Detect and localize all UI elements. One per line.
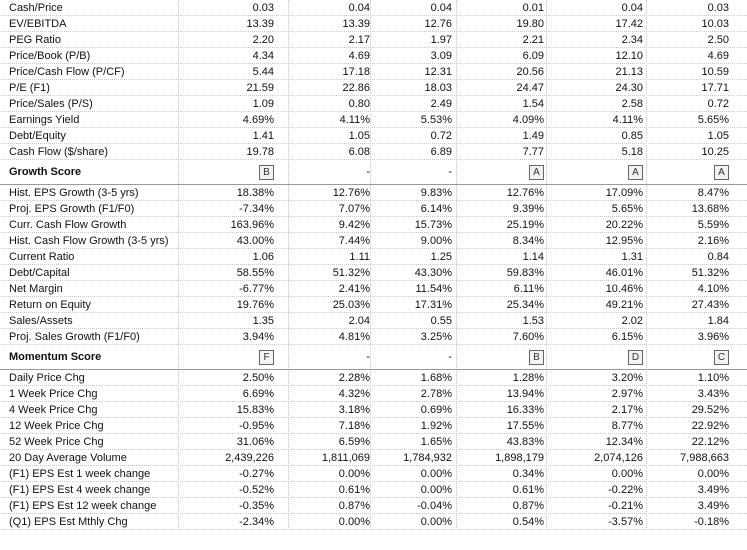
score-placeholder: - bbox=[366, 351, 370, 363]
table-cell: 12.31 bbox=[424, 66, 452, 78]
table-cell: 17.18 bbox=[342, 66, 370, 78]
table-cell: 1.06 bbox=[252, 251, 274, 263]
table-cell: 8.34% bbox=[512, 235, 544, 247]
row-label: (F1) EPS Est 1 week change bbox=[9, 468, 151, 480]
table-cell: 12.76% bbox=[332, 187, 370, 199]
table-cell: 59.83% bbox=[506, 267, 544, 279]
row-label: Return on Equity bbox=[9, 299, 91, 311]
table-cell: 1.05 bbox=[348, 130, 370, 142]
table-row bbox=[0, 144, 747, 160]
row-label: Debt/Equity bbox=[9, 130, 66, 142]
table-cell: 2,439,226 bbox=[225, 452, 274, 464]
table-cell: 58.55% bbox=[236, 267, 274, 279]
table-cell: 19.76% bbox=[236, 299, 274, 311]
table-row bbox=[0, 466, 747, 482]
table-row bbox=[0, 370, 747, 386]
table-cell: 0.00% bbox=[338, 468, 370, 480]
row-label: Price/Book (P/B) bbox=[9, 50, 91, 62]
table-cell: 2.17% bbox=[611, 404, 643, 416]
table-cell: 5.18 bbox=[621, 146, 643, 158]
table-cell: 2.58 bbox=[621, 98, 643, 110]
table-row bbox=[0, 434, 747, 450]
table-cell: -0.18% bbox=[694, 516, 729, 528]
table-cell: 12.10 bbox=[615, 50, 643, 62]
score-badge: A bbox=[529, 165, 544, 180]
table-row bbox=[0, 64, 747, 80]
row-label: Earnings Yield bbox=[9, 114, 80, 126]
table-cell: 4.69% bbox=[242, 114, 274, 126]
table-cell: 7.60% bbox=[512, 331, 544, 343]
table-cell: 22.86 bbox=[342, 82, 370, 94]
table-row bbox=[0, 128, 747, 144]
table-cell: -0.35% bbox=[239, 500, 274, 512]
row-label: Curr. Cash Flow Growth bbox=[9, 219, 127, 231]
table-cell: 51.32% bbox=[691, 267, 729, 279]
table-cell: 43.00% bbox=[236, 235, 274, 247]
table-cell: 3.96% bbox=[697, 331, 729, 343]
table-row bbox=[0, 482, 747, 498]
table-cell: 9.42% bbox=[338, 219, 370, 231]
table-cell: 6.59% bbox=[338, 436, 370, 448]
table-cell: 1.35 bbox=[252, 315, 274, 327]
row-label: Cash Flow ($/share) bbox=[9, 146, 109, 158]
table-cell: 6.14% bbox=[420, 203, 452, 215]
table-cell: 5.65% bbox=[697, 114, 729, 126]
table-cell: 21.13 bbox=[615, 66, 643, 78]
row-label: 12 Week Price Chg bbox=[9, 420, 104, 432]
row-label: Current Ratio bbox=[9, 251, 75, 263]
section-title: Growth Score bbox=[9, 166, 82, 178]
table-row bbox=[0, 217, 747, 233]
table-cell: -0.95% bbox=[239, 420, 274, 432]
table-cell: 0.03 bbox=[252, 2, 274, 14]
table-cell: 4.32% bbox=[338, 388, 370, 400]
table-cell: 0.00% bbox=[697, 468, 729, 480]
table-cell: 4.81% bbox=[338, 331, 370, 343]
table-cell: 6.15% bbox=[611, 331, 643, 343]
table-cell: 0.61% bbox=[338, 484, 370, 496]
table-cell: 5.53% bbox=[420, 114, 452, 126]
table-row bbox=[0, 48, 747, 64]
row-label: Net Margin bbox=[9, 283, 63, 295]
table-row bbox=[0, 386, 747, 402]
table-cell: 4.09% bbox=[512, 114, 544, 126]
table-cell: 10.25 bbox=[701, 146, 729, 158]
table-cell: 1.28% bbox=[512, 372, 544, 384]
table-cell: 0.04 bbox=[348, 2, 370, 14]
table-row bbox=[0, 0, 747, 16]
table-cell: 1.31 bbox=[621, 251, 643, 263]
score-cell bbox=[550, 160, 643, 185]
table-cell: 2.41% bbox=[338, 283, 370, 295]
table-row bbox=[0, 96, 747, 112]
table-cell: 5.59% bbox=[697, 219, 729, 231]
table-cell: 17.42 bbox=[615, 18, 643, 30]
table-cell: 0.72 bbox=[707, 98, 729, 110]
table-cell: 2.02 bbox=[621, 315, 643, 327]
row-label: Daily Price Chg bbox=[9, 372, 85, 384]
table-cell: 7,988,663 bbox=[680, 452, 729, 464]
table-cell: 0.00% bbox=[420, 516, 452, 528]
table-row bbox=[0, 498, 747, 514]
table-cell: 1,898,179 bbox=[495, 452, 544, 464]
row-label: (F1) EPS Est 12 week change bbox=[9, 500, 157, 512]
row-label: (F1) EPS Est 4 week change bbox=[9, 484, 151, 496]
score-cell bbox=[650, 160, 729, 185]
table-cell: 0.34% bbox=[512, 468, 544, 480]
score-badge: C bbox=[714, 350, 729, 365]
score-badge: D bbox=[628, 350, 643, 365]
table-cell: 3.09 bbox=[430, 50, 452, 62]
table-cell: 0.61% bbox=[512, 484, 544, 496]
table-cell: 4.11% bbox=[612, 114, 643, 126]
table-cell: 6.09 bbox=[522, 50, 544, 62]
table-cell: 3.20% bbox=[611, 372, 643, 384]
table-cell: 10.46% bbox=[605, 283, 643, 295]
table-cell: -6.77% bbox=[239, 283, 274, 295]
table-cell: 0.72 bbox=[430, 130, 452, 142]
table-cell: 0.01 bbox=[522, 2, 544, 14]
table-cell: 27.43% bbox=[691, 299, 729, 311]
row-label: Sales/Assets bbox=[9, 315, 73, 327]
table-cell: 6.11% bbox=[513, 283, 544, 295]
row-label: Price/Sales (P/S) bbox=[9, 98, 93, 110]
score-cell bbox=[180, 345, 274, 370]
row-label: PEG Ratio bbox=[9, 34, 61, 46]
table-cell: 6.89 bbox=[430, 146, 452, 158]
table-row bbox=[0, 265, 747, 281]
table-cell: 13.94% bbox=[506, 388, 544, 400]
table-cell: 3.49% bbox=[697, 484, 729, 496]
table-cell: 12.34% bbox=[605, 436, 643, 448]
table-cell: 3.49% bbox=[697, 500, 729, 512]
table-cell: 9.83% bbox=[420, 187, 452, 199]
table-cell: 1.53 bbox=[522, 315, 544, 327]
table-cell: 1,784,932 bbox=[403, 452, 452, 464]
table-cell: 0.04 bbox=[621, 2, 643, 14]
row-label: Proj. EPS Growth (F1/F0) bbox=[9, 203, 135, 215]
table-cell: 25.34% bbox=[506, 299, 544, 311]
table-cell: 17.09% bbox=[605, 187, 643, 199]
score-placeholder: - bbox=[448, 351, 452, 363]
table-cell: 0.00% bbox=[338, 516, 370, 528]
table-row bbox=[0, 32, 747, 48]
row-label: Proj. Sales Growth (F1/F0) bbox=[9, 331, 140, 343]
table-cell: -3.57% bbox=[608, 516, 643, 528]
table-cell: 12.76 bbox=[424, 18, 452, 30]
table-cell: 0.00% bbox=[420, 468, 452, 480]
table-cell: 2.16% bbox=[697, 235, 729, 247]
table-row bbox=[0, 201, 747, 217]
table-cell: 17.31% bbox=[414, 299, 452, 311]
table-cell: -2.34% bbox=[239, 516, 274, 528]
table-cell: 0.03 bbox=[707, 2, 729, 14]
table-cell: 4.69 bbox=[348, 50, 370, 62]
score-placeholder: - bbox=[366, 166, 370, 178]
row-label: Hist. EPS Growth (3-5 yrs) bbox=[9, 187, 139, 199]
score-badge: B bbox=[529, 350, 544, 365]
table-cell: 1,811,069 bbox=[321, 452, 370, 464]
row-label: Hist. Cash Flow Growth (3-5 yrs) bbox=[9, 235, 169, 247]
table-cell: 2.28% bbox=[338, 372, 370, 384]
table-cell: 2.50% bbox=[242, 372, 274, 384]
table-cell: 11.54% bbox=[415, 283, 452, 295]
table-cell: 1.49 bbox=[522, 130, 544, 142]
table-cell: 0.04 bbox=[430, 2, 452, 14]
table-cell: 0.84 bbox=[707, 251, 729, 263]
table-cell: 0.55 bbox=[430, 315, 452, 327]
table-cell: 3.43% bbox=[697, 388, 729, 400]
table-cell: 6.08 bbox=[348, 146, 370, 158]
table-cell: -0.27% bbox=[239, 468, 274, 480]
table-row bbox=[0, 402, 747, 418]
score-cell bbox=[460, 160, 544, 185]
score-badge: A bbox=[628, 165, 643, 180]
table-cell: 24.47 bbox=[516, 82, 544, 94]
table-cell: 2.97% bbox=[611, 388, 643, 400]
table-cell: 15.73% bbox=[414, 219, 452, 231]
table-cell: 20.56 bbox=[516, 66, 544, 78]
table-cell: 1.25 bbox=[430, 251, 452, 263]
table-row bbox=[0, 185, 747, 201]
table-row bbox=[0, 112, 747, 128]
table-cell: 22.12% bbox=[691, 436, 729, 448]
table-cell: 1.14 bbox=[522, 251, 544, 263]
table-row bbox=[0, 329, 747, 345]
table-cell: 0.69% bbox=[420, 404, 452, 416]
table-cell: 2.50 bbox=[707, 34, 729, 46]
table-row bbox=[0, 514, 747, 530]
table-cell: 9.39% bbox=[512, 203, 544, 215]
score-cell bbox=[460, 345, 544, 370]
table-cell: 18.38% bbox=[236, 187, 274, 199]
table-cell: 1.92% bbox=[420, 420, 452, 432]
row-label: Debt/Capital bbox=[9, 267, 70, 279]
table-cell: 43.30% bbox=[414, 267, 452, 279]
table-row bbox=[0, 313, 747, 329]
table-row bbox=[0, 249, 747, 265]
table-cell: 7.18% bbox=[338, 420, 370, 432]
table-cell: 8.77% bbox=[611, 420, 643, 432]
section-header-row bbox=[0, 160, 747, 185]
table-row bbox=[0, 16, 747, 32]
row-label: 52 Week Price Chg bbox=[9, 436, 104, 448]
table-row bbox=[0, 233, 747, 249]
table-cell: 1.65% bbox=[420, 436, 452, 448]
table-cell: 17.71 bbox=[701, 82, 729, 94]
table-cell: 2.78% bbox=[420, 388, 452, 400]
row-label: Price/Cash Flow (P/CF) bbox=[9, 66, 125, 78]
table-cell: 7.77 bbox=[522, 146, 544, 158]
score-placeholder: - bbox=[448, 166, 452, 178]
row-label: 4 Week Price Chg bbox=[9, 404, 98, 416]
row-label: 20 Day Average Volume bbox=[9, 452, 127, 464]
table-cell: 1.10% bbox=[697, 372, 729, 384]
table-cell: 20.22% bbox=[605, 219, 643, 231]
table-cell: 2.34 bbox=[621, 34, 643, 46]
row-label: P/E (F1) bbox=[9, 82, 50, 94]
table-cell: 5.65% bbox=[611, 203, 643, 215]
table-cell: 0.87% bbox=[338, 500, 370, 512]
section-header-row bbox=[0, 345, 747, 370]
table-cell: -0.04% bbox=[417, 500, 452, 512]
table-cell: 2.20 bbox=[252, 34, 274, 46]
table-cell: 2.49 bbox=[430, 98, 452, 110]
table-cell: 0.00% bbox=[611, 468, 643, 480]
table-row bbox=[0, 80, 747, 96]
score-badge: A bbox=[714, 165, 729, 180]
table-cell: 13.39 bbox=[342, 18, 370, 30]
table-cell: 163.96% bbox=[230, 219, 274, 231]
table-cell: -0.52% bbox=[239, 484, 274, 496]
table-cell: 1.54 bbox=[522, 98, 544, 110]
table-cell: 10.03 bbox=[701, 18, 729, 30]
table-cell: 29.52% bbox=[691, 404, 729, 416]
table-cell: 0.00% bbox=[420, 484, 452, 496]
table-cell: 2.21 bbox=[522, 34, 544, 46]
row-label: 1 Week Price Chg bbox=[9, 388, 98, 400]
table-cell: 1.09 bbox=[252, 98, 274, 110]
table-cell: 12.76% bbox=[506, 187, 544, 199]
table-row bbox=[0, 450, 747, 466]
table-cell: -0.21% bbox=[608, 500, 643, 512]
table-cell: 1.41 bbox=[252, 130, 274, 142]
table-cell: 25.19% bbox=[506, 219, 544, 231]
table-cell: -7.34% bbox=[239, 203, 274, 215]
table-cell: 46.01% bbox=[605, 267, 643, 279]
table-cell: 4.34 bbox=[252, 50, 274, 62]
table-cell: 5.44 bbox=[252, 66, 274, 78]
row-label: (Q1) EPS Est Mthly Chg bbox=[9, 516, 128, 528]
table-cell: -0.22% bbox=[608, 484, 643, 496]
table-row bbox=[0, 418, 747, 434]
table-cell: 3.18% bbox=[338, 404, 370, 416]
table-cell: 0.54% bbox=[512, 516, 544, 528]
score-cell bbox=[180, 160, 274, 185]
table-cell: 13.68% bbox=[691, 203, 729, 215]
table-cell: 4.69 bbox=[707, 50, 729, 62]
table-cell: 6.69% bbox=[242, 388, 274, 400]
table-cell: 7.07% bbox=[338, 203, 370, 215]
table-cell: 7.44% bbox=[338, 235, 370, 247]
table-cell: 8.47% bbox=[697, 187, 729, 199]
section-title: Momentum Score bbox=[9, 351, 102, 363]
table-cell: 1.84 bbox=[707, 315, 729, 327]
table-cell: 43.83% bbox=[506, 436, 544, 448]
table-cell: 31.06% bbox=[236, 436, 274, 448]
table-cell: 15.83% bbox=[236, 404, 274, 416]
table-cell: 21.59 bbox=[246, 82, 274, 94]
table-cell: 12.95% bbox=[605, 235, 643, 247]
table-cell: 13.39 bbox=[246, 18, 274, 30]
table-cell: 17.55% bbox=[506, 420, 544, 432]
row-label: Cash/Price bbox=[9, 2, 63, 14]
score-cell bbox=[650, 345, 729, 370]
table-cell: 24.30 bbox=[615, 82, 643, 94]
table-row bbox=[0, 297, 747, 313]
table-cell: 1.97 bbox=[430, 34, 452, 46]
table-row bbox=[0, 281, 747, 297]
table-cell: 51.32% bbox=[332, 267, 370, 279]
table-cell: 9.00% bbox=[420, 235, 452, 247]
row-label: EV/EBITDA bbox=[9, 18, 67, 30]
table-cell: 49.21% bbox=[605, 299, 643, 311]
table-cell: 2.17 bbox=[348, 34, 370, 46]
score-badge: B bbox=[259, 165, 274, 180]
table-cell: 22.92% bbox=[691, 420, 729, 432]
table-cell: 25.03% bbox=[332, 299, 370, 311]
table-cell: 16.33% bbox=[506, 404, 544, 416]
table-cell: 3.94% bbox=[242, 331, 274, 343]
table-cell: 1.05 bbox=[707, 130, 729, 142]
table-cell: 10.59 bbox=[701, 66, 729, 78]
score-cell bbox=[550, 345, 643, 370]
table-cell: 1.68% bbox=[420, 372, 452, 384]
table-cell: 1.11 bbox=[349, 251, 370, 263]
table-cell: 2,074,126 bbox=[594, 452, 643, 464]
table-cell: 19.80 bbox=[516, 18, 544, 30]
table-cell: 19.78 bbox=[246, 146, 274, 158]
table-cell: 4.11% bbox=[339, 114, 370, 126]
table-cell: 0.80 bbox=[348, 98, 370, 110]
table-cell: 18.03 bbox=[424, 82, 452, 94]
score-badge: F bbox=[259, 350, 274, 365]
table-cell: 0.85 bbox=[621, 130, 643, 142]
table-cell: 2.04 bbox=[348, 315, 370, 327]
table-cell: 3.25% bbox=[420, 331, 452, 343]
table-cell: 0.87% bbox=[512, 500, 544, 512]
table-cell: 4.10% bbox=[697, 283, 729, 295]
